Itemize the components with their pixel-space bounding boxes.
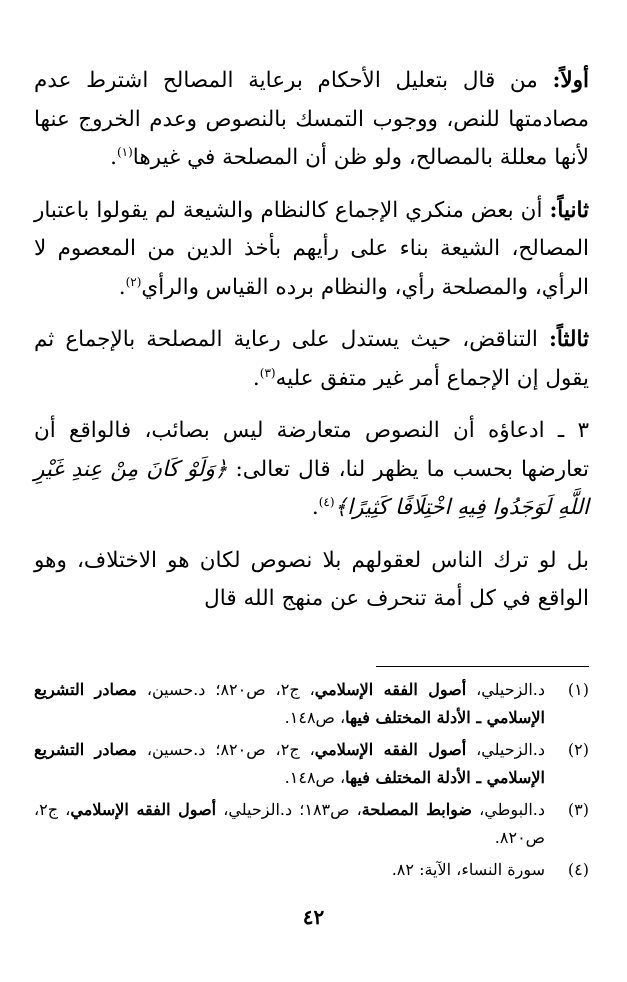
paragraph-tail: . — [311, 495, 319, 520]
footnote-detail: ، ج٢، ص٨٢٠؛ د.حسين، — [136, 740, 315, 759]
footnote-text — [34, 796, 545, 852]
paragraph-lead: ٣ ـ — [557, 418, 589, 443]
footnote-detail: ، ج٢، ص٨٢٠؛ د.حسين، — [136, 680, 315, 699]
footnote-title: ضوابط المصلحة — [361, 800, 473, 819]
footnote-divider — [376, 666, 589, 667]
paragraph-first — [34, 62, 589, 178]
footnotes — [34, 676, 589, 888]
footnote-detail: ، ج٢، ص٨٢٠. — [34, 800, 545, 847]
footnote-item — [34, 676, 589, 732]
footnote-detail: ، ص١٤٨. — [284, 708, 346, 727]
paragraph-body: ادعاؤه أن النصوص متعارضة ليس بصائب، فالواقع أن تعارضها بحسب ما يظهر لنا، قال تعالى: — [34, 418, 589, 482]
paragraph-lead: ثالثاً: — [548, 327, 589, 352]
quran-verse: ﴿وَلَوْ كَانَ مِنْ عِندِ غَيْرِ اللَّهِ لَوَجَدُوا فِيهِ اخْتِلَافًا كَثِيرًا﴾ — [34, 456, 589, 520]
footnote-detail: سورة النساء، الآية: ٨٢. — [391, 860, 545, 879]
paragraph-tail: . — [252, 365, 260, 391]
paragraph-third — [34, 321, 589, 398]
footnote-number: (٤) — [567, 860, 589, 879]
footnote-title: مصادر التشريع الإسلامي ـ الأدلة المختلف فيها — [34, 740, 545, 787]
footnote-title: أصول الفقه الإسلامي — [314, 740, 467, 759]
footnote-ref[interactable]: (٤) — [318, 494, 335, 509]
paragraph-body: التناقض، حيث يستدل على رعاية المصلحة بالإجماع ثم يقول إن الإجماع أمر غير متفق عليه — [34, 327, 589, 391]
footnote-ref[interactable]: (١) — [116, 144, 133, 159]
paragraph-tail: . — [118, 274, 126, 300]
footnote-detail: ، ص١٤٨. — [284, 768, 346, 787]
paragraph-second — [34, 192, 589, 308]
footnote-number: (٣) — [567, 800, 589, 819]
footnote-author: د.الزحيلي، — [466, 740, 545, 759]
paragraph-body: بل لو ترك الناس لعقولهم بلا نصوص لكان هو الاختلاف، وهو الواقع في كل أمة تنحرف عن منهج الله قال — [34, 547, 589, 611]
footnote-item — [34, 856, 589, 884]
paragraph-last — [34, 542, 589, 619]
footnote-author: د.البوطي، — [472, 800, 546, 819]
paragraph-lead: ثانياً: — [549, 197, 589, 223]
footnote-number: (١) — [567, 680, 589, 699]
footnote-text — [34, 736, 545, 792]
paragraph-point-three — [34, 412, 589, 528]
main-text — [34, 62, 589, 619]
page-number: ٤٢ — [302, 905, 325, 929]
footnote-item — [34, 796, 589, 852]
footnote-ref[interactable]: (٣) — [259, 365, 276, 380]
footnote-author: د.الزحيلي، — [466, 680, 545, 699]
footnote-detail: ، ص١٨٣؛ د.الزحيلي، — [216, 800, 362, 819]
footnote-item — [34, 736, 589, 792]
footnote-number: (٢) — [567, 740, 589, 759]
footnote-title: مصادر التشريع الإسلامي ـ الأدلة المختلف فيها — [34, 680, 545, 727]
paragraph-body: من قال بتعليل الأحكام برعاية المصالح اشترط عدم مصادمتها للنص، ووجوب التمسك بالنصوص وعدم الخروج عنها لأنها معللة بالمصالح، ولو ظن أن المصلحة في غيرها — [34, 68, 589, 170]
footnote-ref[interactable]: (٢) — [125, 274, 142, 289]
footnote-title: أصول الفقه الإسلامي — [70, 800, 217, 819]
paragraph-tail: . — [110, 145, 117, 170]
footnote-text — [34, 856, 545, 884]
footnote-text — [34, 676, 545, 732]
footnote-title: أصول الفقه الإسلامي — [314, 680, 467, 699]
paragraph-lead: أولاً: — [552, 68, 589, 93]
paragraph-body: أن بعض منكري الإجماع كالنظام والشيعة لم يقولوا باعتبار المصالح، الشيعة بناء على رأيهم بأخذ الدين من المعصوم لا الرأي، والمصلحة رأي، والنظام برده القياس والرأي — [34, 197, 589, 300]
